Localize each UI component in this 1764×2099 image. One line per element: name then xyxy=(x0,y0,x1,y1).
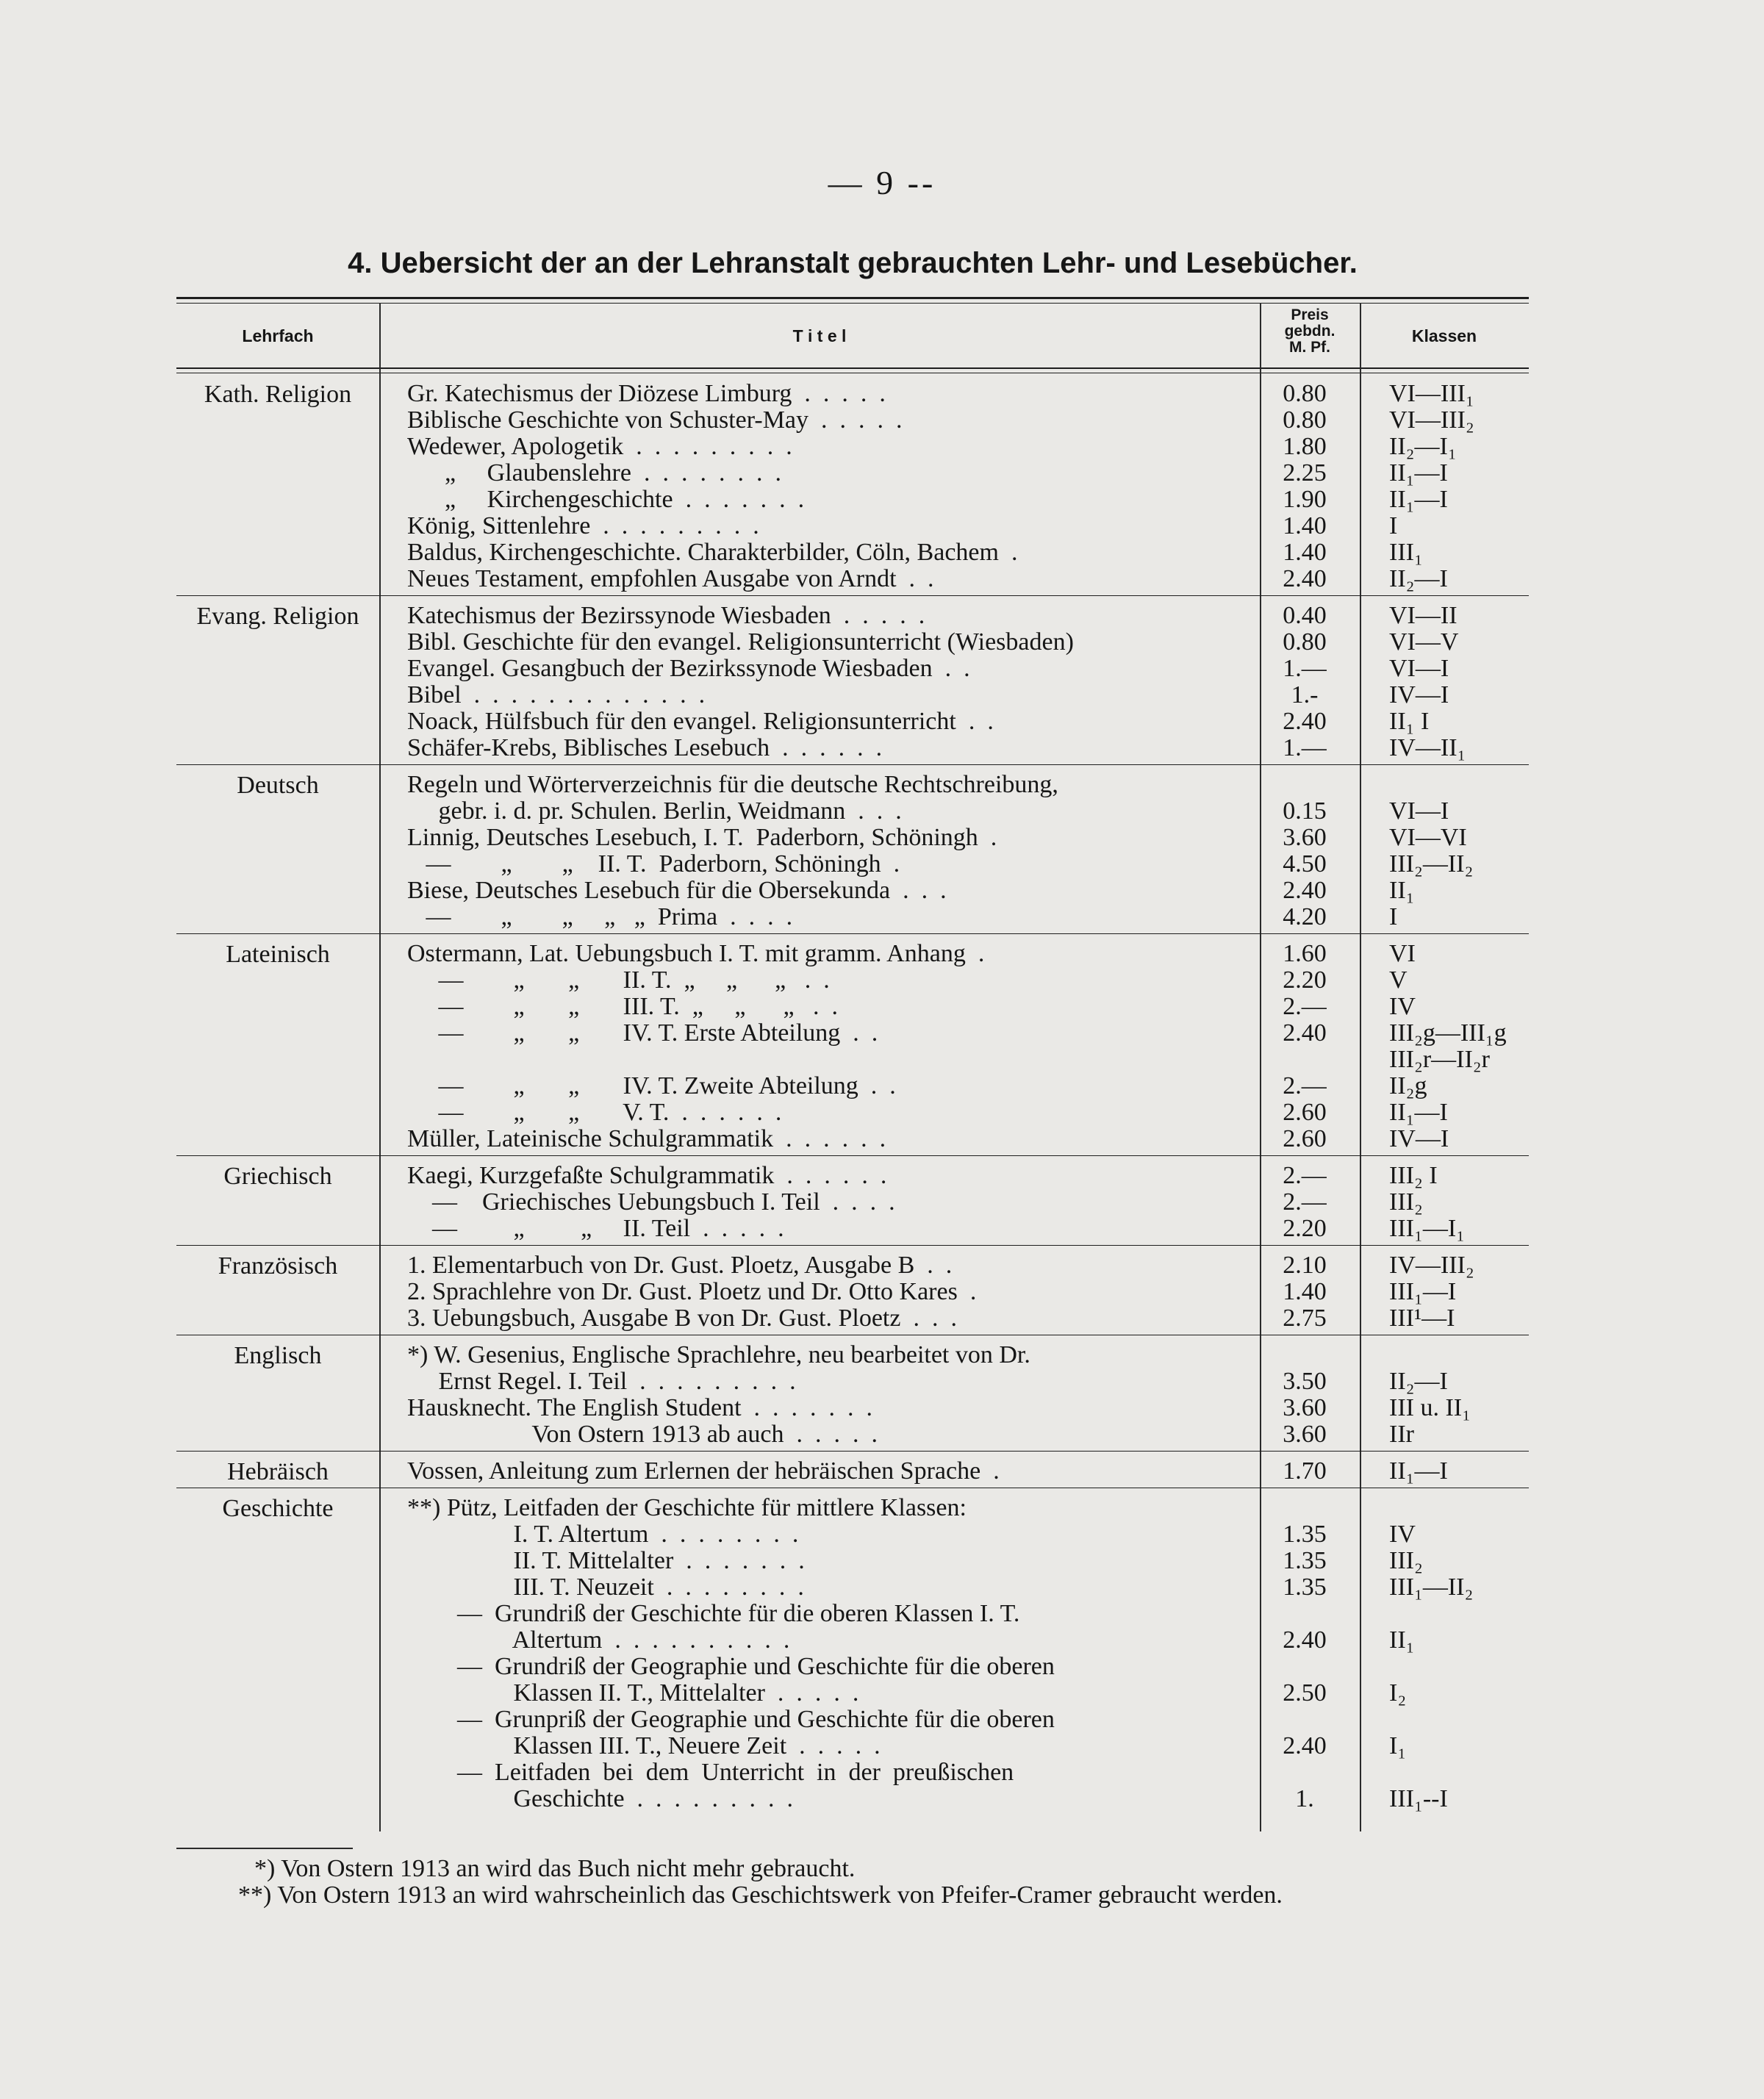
table-row xyxy=(0,1680,1764,1707)
book-classes: VI xyxy=(1389,940,1416,967)
table-row xyxy=(0,851,1764,878)
book-title: Bibl. Geschichte für den evangel. Religionsunterricht (Wiesbaden) xyxy=(407,629,1074,656)
group-separator xyxy=(176,595,1529,596)
header-title: T i t e l xyxy=(792,326,847,345)
group-separator xyxy=(176,1451,1529,1452)
book-title: 1. Elementarbuch von Dr. Gust. Ploetz, Ausgabe B . . xyxy=(407,1252,953,1279)
book-classes: III₁—II₂ xyxy=(1389,1574,1474,1601)
footnote-2: **) Von Ostern 1913 an wird wahrscheinlich das Geschichtswerk von Pfeifer-Cramer gebraucht werden. xyxy=(238,1881,1283,1909)
book-price: 2.40 xyxy=(1283,1732,1327,1759)
book-title: — Griechisches Uebungsbuch I. Teil . . . . xyxy=(407,1189,895,1216)
book-price: 4.20 xyxy=(1283,903,1327,930)
footnote-1: *) Von Ostern 1913 an wird das Buch nicht mehr gebraucht. xyxy=(254,1855,856,1882)
book-title: „ Glaubenslehre . . . . . . . . xyxy=(407,460,781,487)
book-classes: IV—I xyxy=(1389,1125,1449,1152)
book-price: 2.25 xyxy=(1283,459,1327,487)
table-row xyxy=(0,1733,1764,1759)
table-row xyxy=(0,1521,1764,1548)
book-title: — Grundriß der Geographie und Geschichte für die oberen xyxy=(407,1654,1055,1680)
book-title: Müller, Lateinische Schulgrammatik . . . . . . xyxy=(407,1126,886,1152)
table-row xyxy=(0,1654,1764,1680)
table-row xyxy=(0,967,1764,994)
book-title: Hausknecht. The English Student . . . . . . . xyxy=(407,1395,873,1421)
table-row xyxy=(0,825,1764,851)
book-price: 2.40 xyxy=(1283,1019,1327,1047)
table-row xyxy=(0,1495,1764,1521)
book-price: 1.70 xyxy=(1283,1457,1327,1485)
book-title: Regeln und Wörterverzeichnis für die deutsche Rechtschreibung, xyxy=(407,772,1058,798)
book-price: 2.20 xyxy=(1283,966,1327,994)
book-price: 2.40 xyxy=(1283,1626,1327,1654)
book-price: 3.60 xyxy=(1283,1394,1327,1421)
footnote-separator xyxy=(176,1848,353,1849)
book-title: Baldus, Kirchengeschichte. Charakterbilder, Cöln, Bachem . xyxy=(407,539,1018,566)
book-price: 0.40 xyxy=(1283,602,1327,629)
book-title: Von Ostern 1913 ab auch . . . . . xyxy=(407,1421,878,1448)
book-price: 1. xyxy=(1295,1785,1314,1812)
table-row xyxy=(0,708,1764,735)
book-price: 1.35 xyxy=(1283,1547,1327,1574)
table-row xyxy=(0,487,1764,513)
book-price: 1.40 xyxy=(1283,512,1327,539)
book-classes: IV xyxy=(1389,1521,1416,1548)
book-classes: III₂g—III₁g xyxy=(1389,1019,1507,1047)
table-row xyxy=(0,772,1764,798)
book-title: Klassen III. T., Neuere Zeit . . . . . xyxy=(407,1733,881,1759)
book-price: 1.35 xyxy=(1283,1521,1327,1548)
book-title: Gr. Katechismus der Diözese Limburg . . . . . xyxy=(407,381,886,407)
table-row xyxy=(0,1759,1764,1786)
table-row xyxy=(0,603,1764,629)
book-classes: III₁--I xyxy=(1389,1785,1448,1812)
table-row xyxy=(0,941,1764,967)
header-price-line3: M. Pf. xyxy=(1289,339,1330,356)
book-price: 1.40 xyxy=(1283,1278,1327,1305)
table-row xyxy=(0,1707,1764,1733)
table-row xyxy=(0,1163,1764,1189)
book-classes: III₁ xyxy=(1389,539,1423,566)
book-classes: III u. II₁ xyxy=(1389,1394,1471,1421)
group-separator xyxy=(176,1155,1529,1156)
book-title: — „ „ II. T. Paderborn, Schöningh . xyxy=(407,851,900,878)
book-price: 3.60 xyxy=(1283,824,1327,851)
book-title: Vossen, Anleitung zum Erlernen der hebräischen Sprache . xyxy=(407,1458,1000,1485)
book-title: gebr. i. d. pr. Schulen. Berlin, Weidmann . . . xyxy=(407,798,902,825)
book-price: 2.— xyxy=(1283,1188,1327,1216)
table-row xyxy=(0,1216,1764,1242)
table-row xyxy=(0,904,1764,930)
book-title: *) W. Gesenius, Englische Sprachlehre, neu bearbeitet von Dr. xyxy=(407,1342,1030,1368)
book-classes: III₂ xyxy=(1389,1547,1423,1574)
header-classes: Klassen xyxy=(1411,326,1477,345)
book-title: — „ „ „ „ Prima . . . . xyxy=(407,904,793,930)
book-price: 0.80 xyxy=(1283,628,1327,656)
table-row xyxy=(0,539,1764,566)
book-classes: I₁ xyxy=(1389,1732,1407,1759)
book-price: 1.60 xyxy=(1283,940,1327,967)
book-title: Linnig, Deutsches Lesebuch, I. T. Paderborn, Schöningh . xyxy=(407,825,997,851)
table-row xyxy=(0,1020,1764,1047)
page-number: — 9 -- xyxy=(828,164,936,201)
subject-label: Evang. Religion xyxy=(196,603,359,630)
book-title: Noack, Hülfsbuch für den evangel. Religionsunterricht . . xyxy=(407,708,994,735)
book-classes: II₂—I xyxy=(1389,565,1448,592)
book-title: Ernst Regel. I. Teil . . . . . . . . . xyxy=(407,1368,796,1395)
book-price: 2.50 xyxy=(1283,1679,1327,1707)
book-classes: II₂—I xyxy=(1389,1368,1448,1395)
table-row xyxy=(0,434,1764,460)
table-row xyxy=(0,1189,1764,1216)
book-price: 1.40 xyxy=(1283,539,1327,566)
table-row xyxy=(0,629,1764,656)
table-row xyxy=(0,1601,1764,1627)
book-classes: III¹—I xyxy=(1389,1305,1455,1332)
book-classes: VI—III₂ xyxy=(1389,406,1474,434)
table-top-rule xyxy=(176,297,1529,299)
book-title: — Grundriß der Geschichte für die oberen Klassen I. T. xyxy=(407,1601,1020,1627)
book-classes: II₂g xyxy=(1389,1072,1427,1099)
table-row xyxy=(0,1395,1764,1421)
book-price: 4.50 xyxy=(1283,850,1327,878)
table-row xyxy=(0,1305,1764,1332)
table-row xyxy=(0,1421,1764,1448)
header-price xyxy=(1260,307,1360,356)
book-title: Kaegi, Kurzgefaßte Schulgrammatik . . . . . . xyxy=(407,1163,887,1189)
table-row xyxy=(0,381,1764,407)
book-price: 2.60 xyxy=(1283,1125,1327,1152)
book-title: — „ „ V. T. . . . . . . xyxy=(407,1099,782,1126)
book-price: 2.20 xyxy=(1283,1215,1327,1242)
book-title: 3. Uebungsbuch, Ausgabe B von Dr. Gust. Ploetz . . . xyxy=(407,1305,957,1332)
book-classes: IV—I xyxy=(1389,681,1449,708)
book-price: 1.80 xyxy=(1283,433,1327,460)
book-price: 1.- xyxy=(1291,681,1319,708)
group-separator xyxy=(176,1245,1529,1246)
book-title: III. T. Neuzeit . . . . . . . . xyxy=(407,1574,804,1601)
subject-label: Hebräisch xyxy=(227,1458,329,1485)
book-classes: I xyxy=(1389,903,1398,930)
book-price: 0.15 xyxy=(1283,797,1327,825)
book-classes: V xyxy=(1389,966,1408,994)
book-title: — „ „ IV. T. Zweite Abteilung . . xyxy=(407,1073,896,1099)
book-price: 1.35 xyxy=(1283,1574,1327,1601)
book-classes: II₂—I₁ xyxy=(1389,433,1457,460)
book-title: — „ „ II. Teil . . . . . xyxy=(407,1216,784,1242)
subject-label: Kath. Religion xyxy=(204,381,352,408)
group-separator xyxy=(176,933,1529,934)
table-row xyxy=(0,994,1764,1020)
table-row xyxy=(0,878,1764,904)
book-title: — Leitfaden bei dem Unterricht in der preußischen xyxy=(407,1759,1014,1786)
book-price: 2.— xyxy=(1283,1162,1327,1189)
table-row xyxy=(0,1126,1764,1152)
table-row xyxy=(0,1047,1764,1073)
subject-label: Deutsch xyxy=(237,772,319,799)
book-title: Bibel . . . . . . . . . . . . . xyxy=(407,682,706,708)
book-classes: I xyxy=(1389,512,1398,539)
table-row xyxy=(0,1099,1764,1126)
book-title: König, Sittenlehre . . . . . . . . . xyxy=(407,513,759,539)
book-title: Klassen II. T., Mittelalter . . . . . xyxy=(407,1680,859,1707)
book-title: Katechismus der Bezirssynode Wiesbaden . . . . . xyxy=(407,603,925,629)
book-price: 1.90 xyxy=(1283,486,1327,513)
book-title: Ostermann, Lat. Uebungsbuch I. T. mit gramm. Anhang . xyxy=(407,941,985,967)
book-classes: IV xyxy=(1389,993,1416,1020)
table-row xyxy=(0,1368,1764,1395)
book-title: — „ „ IV. T. Erste Abteilung . . xyxy=(407,1020,878,1047)
book-classes: II₁—I xyxy=(1389,486,1448,513)
book-title: Biese, Deutsches Lesebuch für die Obersekunda . . . xyxy=(407,878,947,904)
book-price: 2.75 xyxy=(1283,1305,1327,1332)
subject-label: Griechisch xyxy=(223,1163,332,1190)
book-price: 2.60 xyxy=(1283,1099,1327,1126)
book-title: „ Kirchengeschichte . . . . . . . xyxy=(407,487,805,513)
table-row xyxy=(0,1279,1764,1305)
table-row xyxy=(0,1786,1764,1812)
book-price: 2.— xyxy=(1283,993,1327,1020)
book-classes: II₁ I xyxy=(1389,708,1430,735)
book-title: — „ „ III. T. „ „ „ . . xyxy=(407,994,839,1020)
book-title: 2. Sprachlehre von Dr. Gust. Ploetz und Dr. Otto Kares . xyxy=(407,1279,977,1305)
table-row xyxy=(0,735,1764,761)
table-row xyxy=(0,798,1764,825)
table-row xyxy=(0,656,1764,682)
book-price: 0.80 xyxy=(1283,380,1327,407)
book-classes: IV—III₂ xyxy=(1389,1252,1474,1279)
subject-label: Englisch xyxy=(234,1342,322,1369)
book-classes: III₁—I₁ xyxy=(1389,1215,1465,1242)
book-price: 1.— xyxy=(1283,734,1327,761)
book-price: 2.10 xyxy=(1283,1252,1327,1279)
book-price: 2.— xyxy=(1283,1072,1327,1099)
header-price-line1: Preis xyxy=(1291,306,1329,323)
book-classes: II₁ xyxy=(1389,877,1415,904)
header-subject: Lehrfach xyxy=(242,326,314,345)
book-price: 2.40 xyxy=(1283,708,1327,735)
book-title: Biblische Geschichte von Schuster-May . . . . . xyxy=(407,407,903,434)
subject-label: Geschichte xyxy=(222,1495,334,1522)
book-title: Geschichte . . . . . . . . . xyxy=(407,1786,794,1812)
book-title: Neues Testament, empfohlen Ausgabe von Arndt . . xyxy=(407,566,934,592)
book-price: 2.40 xyxy=(1283,877,1327,904)
book-classes: VI—VI xyxy=(1389,824,1467,851)
book-title: Schäfer-Krebs, Biblisches Lesebuch . . . . . . xyxy=(407,735,883,761)
book-price: 3.60 xyxy=(1283,1421,1327,1448)
page-title: 4. Uebersicht der an der Lehranstalt gebrauchten Lehr- und Lesebücher. xyxy=(348,247,1358,279)
book-classes: II₁ xyxy=(1389,1626,1415,1654)
book-classes: III₂—II₂ xyxy=(1389,850,1474,878)
table-row xyxy=(0,1252,1764,1279)
book-classes: VI—I xyxy=(1389,797,1449,825)
book-title: Wedewer, Apologetik . . . . . . . . . xyxy=(407,434,792,460)
subject-label: Lateinisch xyxy=(226,941,330,968)
book-classes: II₁—I xyxy=(1389,459,1448,487)
book-price: 0.80 xyxy=(1283,406,1327,434)
table-row xyxy=(0,1073,1764,1099)
book-classes: III₂ I xyxy=(1389,1162,1438,1189)
book-classes: III₁—I xyxy=(1389,1278,1457,1305)
book-price: 3.50 xyxy=(1283,1368,1327,1395)
book-classes: VI—I xyxy=(1389,655,1449,682)
table-row xyxy=(0,1458,1764,1485)
table-row xyxy=(0,682,1764,708)
header-price-line2: gebdn. xyxy=(1284,323,1335,340)
book-classes: VI—II xyxy=(1389,602,1458,629)
table-row xyxy=(0,1342,1764,1368)
book-title: — Grunpriß der Geographie und Geschichte für die oberen xyxy=(407,1707,1055,1733)
book-title: Altertum . . . . . . . . . . xyxy=(407,1627,790,1654)
book-title: Evangel. Gesangbuch der Bezirkssynode Wiesbaden . . xyxy=(407,656,970,682)
table-row xyxy=(0,1548,1764,1574)
table-row xyxy=(0,513,1764,539)
book-classes: VI—III₁ xyxy=(1389,380,1474,407)
group-separator xyxy=(176,764,1529,765)
book-price: 2.40 xyxy=(1283,565,1327,592)
book-classes: IIr xyxy=(1389,1421,1414,1448)
book-title: II. T. Mittelalter . . . . . . . xyxy=(407,1548,805,1574)
book-title: I. T. Altertum . . . . . . . . xyxy=(407,1521,799,1548)
table-row xyxy=(0,1574,1764,1601)
book-price: 1.— xyxy=(1283,655,1327,682)
book-classes: III₂r—II₂r xyxy=(1389,1046,1490,1073)
book-classes: II₁—I xyxy=(1389,1457,1448,1485)
book-title: — „ „ II. T. „ „ „ . . xyxy=(407,967,830,994)
table-row xyxy=(0,460,1764,487)
table-row xyxy=(0,566,1764,592)
book-classes: IV—II₁ xyxy=(1389,734,1466,761)
subject-label: Französisch xyxy=(218,1252,338,1280)
table-row xyxy=(0,1627,1764,1654)
book-title: **) Pütz, Leitfaden der Geschichte für mittlere Klassen: xyxy=(407,1495,967,1521)
book-classes: II₁—I xyxy=(1389,1099,1448,1126)
book-classes: VI—V xyxy=(1389,628,1459,656)
book-classes: I₂ xyxy=(1389,1679,1407,1707)
book-classes: III₂ xyxy=(1389,1188,1423,1216)
table-row xyxy=(0,407,1764,434)
